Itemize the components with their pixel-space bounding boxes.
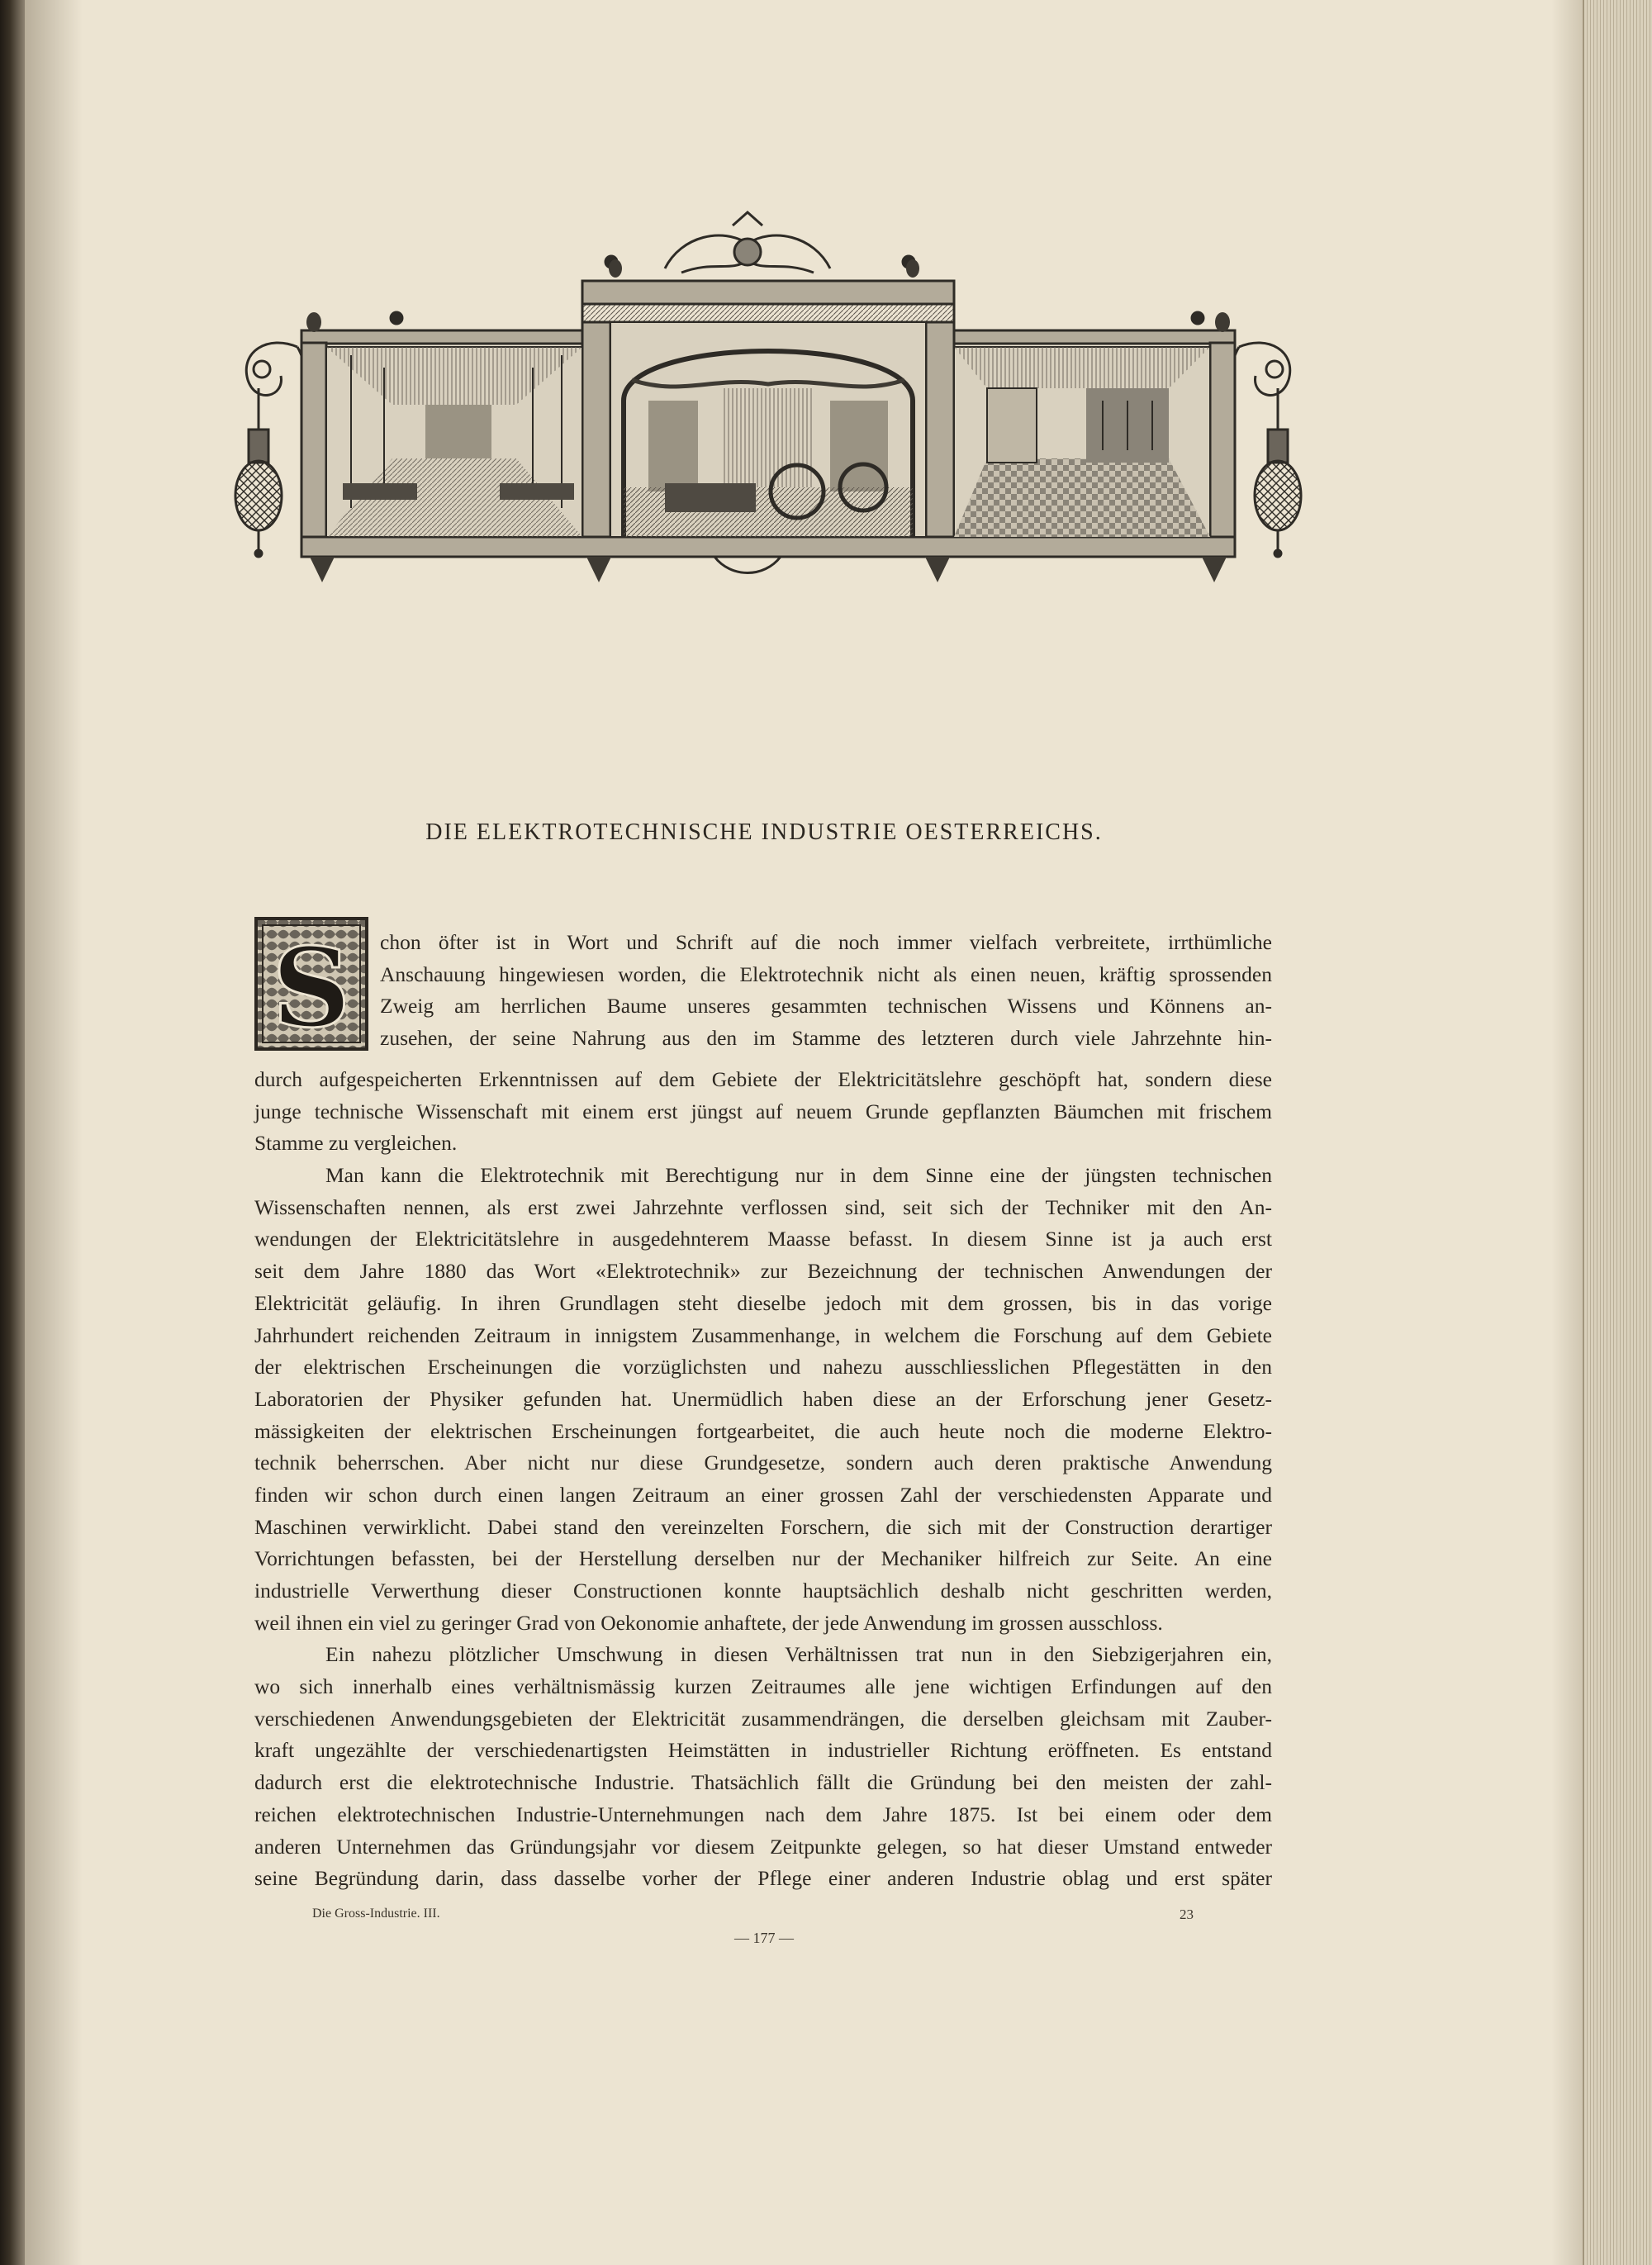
text-line: wendungen der Elektricitätslehre in ausgedehnterem Maasse befasst. In diesem Sinne ist ja auch erst — [254, 1227, 1272, 1251]
text-line: durch aufgespeicherten Erkenntnissen auf dem Gebiete der Elektricitätslehre geschöpft hat, sondern diese — [254, 1067, 1272, 1091]
text-line: junge technische Wissenschaft mit einem erst jüngst auf neuem Grunde gepflanzten Bäumchen mit frischem — [254, 1099, 1272, 1123]
text-line: reichen elektrotechnischen Industrie-Unternehmungen nach dem Jahre 1875. Ist bei einem oder dem — [254, 1802, 1272, 1826]
signature-mark: 23 — [1180, 1906, 1194, 1922]
running-footer-title: Die Gross-Industrie. III. — [312, 1906, 440, 1921]
text-line: seit dem Jahre 1880 das Wort «Elektrotechnik» zur Bezeichnung der technischen Anwendungen der — [254, 1259, 1272, 1284]
text-line: wo sich innerhalb eines verhältnismässig kurzen Zeitraumes alle jene wichtigen Erfindungen auf den — [254, 1674, 1272, 1699]
text-line: technik beherrschen. Aber nicht nur diese Grundgesetze, sondern auch deren praktische Anwendung — [254, 1451, 1272, 1475]
text-line: anderen Unternehmen das Gründungsjahr vor diesem Zeitpunkte gelegen, so hat dieser Umstand entweder — [254, 1834, 1272, 1859]
text-line: weil ihnen ein viel zu geringer Grad von Oekonomie anhaftete, der jede Anwendung im grossen ausschloss. — [254, 1610, 1163, 1635]
article-body — [254, 1064, 1272, 1895]
pendant-drops — [310, 557, 1227, 582]
text-line: mässigkeiten der elektrischen Erscheinungen fortgearbeitet, die auch heute noch die moderne Elektro- — [254, 1418, 1272, 1443]
article-title: DIE ELEKTROTECHNISCHE INDUSTRIE OESTERREICHS. — [425, 819, 1103, 845]
text-line: Jahrhundert reichenden Zeitraum in innigstem Zusammenhange, in welchem die Forschung auf dem Gebiete — [254, 1322, 1272, 1347]
text-line: Ein nahezu plötzlicher Umschwung in diesen Verhältnissen trat nun in den Siebzigerjahren ein, — [325, 1642, 1272, 1667]
text-line: seine Begründung darin, dass dasselbe vorher der Pflege einer anderen Industrie oblag und erst später — [254, 1866, 1272, 1891]
machine-hall-scene-center — [610, 322, 926, 537]
page-number: — 177 — — [734, 1930, 794, 1946]
gutter-shadow — [25, 0, 83, 2265]
text-line: der elektrischen Erscheinungen die vorzüglichsten und nahezu ausschliesslichen Pflegestätten in den — [254, 1355, 1272, 1379]
text-line: Zweig am herrlichen Baume unseres gesammten technischen Wissens und Könnens an- — [380, 994, 1272, 1019]
book-gutter — [0, 0, 25, 2265]
text-line: dadurch erst die elektrotechnische Industrie. Thatsächlich fällt die Gründung bei den meisten der zahl- — [254, 1770, 1272, 1795]
headpiece-illustration — [219, 211, 1317, 591]
dynamo-hall-scene-right — [954, 347, 1210, 537]
decorated-initial — [254, 917, 368, 1051]
text-line: Vorrichtungen befassten, bei der Herstellung derselben nur der Mechaniker hilfreich zur Seite. An eine — [254, 1546, 1272, 1571]
svg-text:S: S — [272, 924, 351, 1051]
text-line: Wissenschaften nennen, als erst zwei Jahrzehnte verflossen sind, seit sich der Techniker mit den An- — [254, 1194, 1272, 1219]
text-line: Anschauung hingewiesen worden, die Elektrotechnik nicht als einen neuen, kräftig sprossenden — [380, 962, 1272, 986]
text-line: verschiedenen Anwendungsgebieten der Elektricität zusammendrängen, die derselben gleichsam mit Zauber- — [254, 1706, 1272, 1731]
fore-edge-shadow — [1551, 0, 1584, 2265]
text-line: zusehen, der seine Nahrung aus den im Stamme des letzteren durch viele Jahrzehnte hin- — [380, 1026, 1272, 1051]
page-edges — [1583, 0, 1652, 2265]
text-line: chon öfter ist in Wort und Schrift auf die noch immer vielfach verbreitete, irrthümliche — [380, 930, 1272, 954]
text-line: Man kann die Elektrotechnik mit Berechtigung nur in dem Sinne eine der jüngsten technischen — [325, 1163, 1272, 1188]
text-line: Stamme zu vergleichen. — [254, 1131, 458, 1156]
text-line: Elektricität geläufig. In ihren Grundlagen steht dieselbe jedoch mit dem grossen, bis in das vorige — [254, 1290, 1272, 1315]
lead-paragraph — [380, 927, 1272, 1055]
text-line: Maschinen verwirklicht. Dabei stand den vereinzelten Forschern, die sich mit der Construction derartiger — [254, 1514, 1272, 1539]
text-line: kraft ungezählte der verschiedenartigsten Heimstätten in industrieller Richtung eröffneten. Es entstand — [254, 1738, 1272, 1763]
text-line: Laboratorien der Physiker gefunden hat. Unermüdlich haben diese an der Erforschung jener Gesetz- — [254, 1386, 1272, 1411]
text-line: industrielle Verwerthung dieser Constructionen konnte hauptsächlich deshalb nicht geschritten werden, — [254, 1579, 1272, 1603]
text-line: finden wir schon durch einen langen Zeitraum an einer grossen Zahl der verschiedensten Apparate und — [254, 1482, 1272, 1507]
workshop-scene-left — [326, 347, 582, 537]
